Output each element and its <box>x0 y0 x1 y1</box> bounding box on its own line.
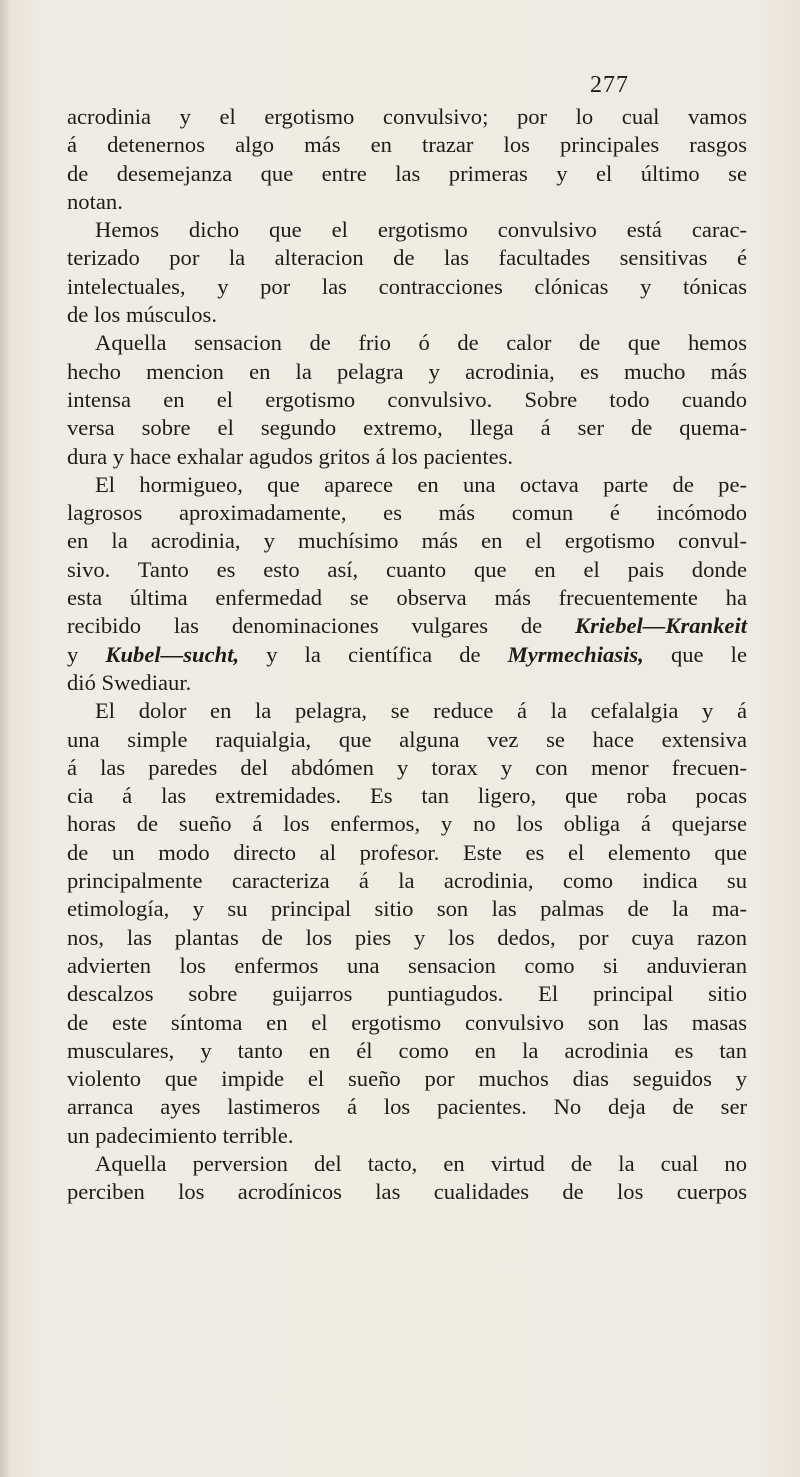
text-line: dió Swediaur. <box>67 669 192 695</box>
text-line: Hemos dicho que el ergotismo convulsivo está carac- <box>95 217 747 243</box>
text-line: hecho mencion en la pelagra y acrodinia, es mucho más <box>67 358 747 384</box>
italic-term: Kriebel—Krankeit <box>575 613 747 639</box>
text-line: El dolor en la pelagra, se reduce á la cefalalgia y á <box>95 698 747 724</box>
text-line: de un modo directo al profesor. Este es el elemento que <box>67 839 747 865</box>
text-line: acrodinia y el ergotismo convulsivo; por lo cual vamos <box>67 104 747 129</box>
text-line: y Kubel—sucht, y la científica de Myrmechiasis, que le <box>67 641 747 667</box>
text-line: de desemejanza que entre las primeras y el último se <box>67 160 747 186</box>
text-line: terizado por la alteracion de las facultades sensitivas é <box>67 245 747 271</box>
text-line: descalzos sobre guijarros puntiagudos. El principal sitio <box>67 981 747 1007</box>
text-line: etimología, y su principal sitio son las palmas de la ma- <box>67 896 747 922</box>
text-line: de este síntoma en el ergotismo convulsivo son las masas <box>67 1009 747 1035</box>
text-line: sivo. Tanto es esto así, cuanto que en el pais donde <box>67 556 747 582</box>
page-binding-edge <box>0 0 10 1477</box>
text-line: dura y hace exhalar agudos gritos á los pacientes. <box>67 443 514 469</box>
text-line: á detenernos algo más en trazar los principales rasgos <box>67 132 747 158</box>
page-number: 277 <box>590 72 629 98</box>
text-line: en la acrodinia, y muchísimo más en el ergotismo convul- <box>67 528 747 554</box>
text-line: un padecimiento terrible. <box>67 1122 294 1148</box>
text-line: esta última enfermedad se observa más frecuentemente ha <box>67 585 747 611</box>
text-line: violento que impide el sueño por muchos dias seguidos y <box>67 1066 747 1092</box>
text-line: perciben los acrodínicos las cualidades de los cuerpos <box>67 1179 747 1205</box>
text-line: de los músculos. <box>67 302 217 328</box>
text-line: Aquella sensacion de frio ó de calor de que hemos <box>95 330 747 356</box>
text-line: á las paredes del abdómen y torax y con menor frecuen- <box>67 754 747 780</box>
text-line: una simple raquialgia, que alguna vez se hace extensiva <box>67 726 747 752</box>
body-text <box>67 103 747 1207</box>
text-line: principalmente caracteriza á la acrodinia, como indica su <box>67 868 747 894</box>
text-line: cia á las extremidades. Es tan ligero, que roba pocas <box>67 783 747 809</box>
text-line: El hormigueo, que aparece en una octava parte de pe- <box>95 471 747 497</box>
text-line: Aquella perversion del tacto, en virtud de la cual no <box>95 1150 747 1176</box>
text-line: notan. <box>67 188 123 214</box>
text-line: horas de sueño á los enfermos, y no los obliga á quejarse <box>67 811 747 837</box>
italic-term: Myrmechiasis, <box>507 641 644 667</box>
text-line: lagrosos aproximadamente, es más comun é incómodo <box>67 500 747 526</box>
text-line: versa sobre el segundo extremo, llega á ser de quema- <box>67 415 747 441</box>
italic-term: Kubel—sucht, <box>105 641 240 667</box>
text-line: intelectuales, y por las contracciones clónicas y tónicas <box>67 273 747 299</box>
text-line: recibido las denominaciones vulgares de Kriebel—Krankeit <box>67 613 747 639</box>
text-line: musculares, y tanto en él como en la acrodinia es tan <box>67 1037 747 1063</box>
text-line: nos, las plantas de los pies y los dedos, por cuya razon <box>67 924 747 950</box>
text-line: arranca ayes lastimeros á los pacientes. No deja de ser <box>67 1094 747 1120</box>
text-line: intensa en el ergotismo convulsivo. Sobre todo cuando <box>67 386 747 412</box>
text-line: advierten los enfermos una sensacion como si anduvieran <box>67 952 747 978</box>
